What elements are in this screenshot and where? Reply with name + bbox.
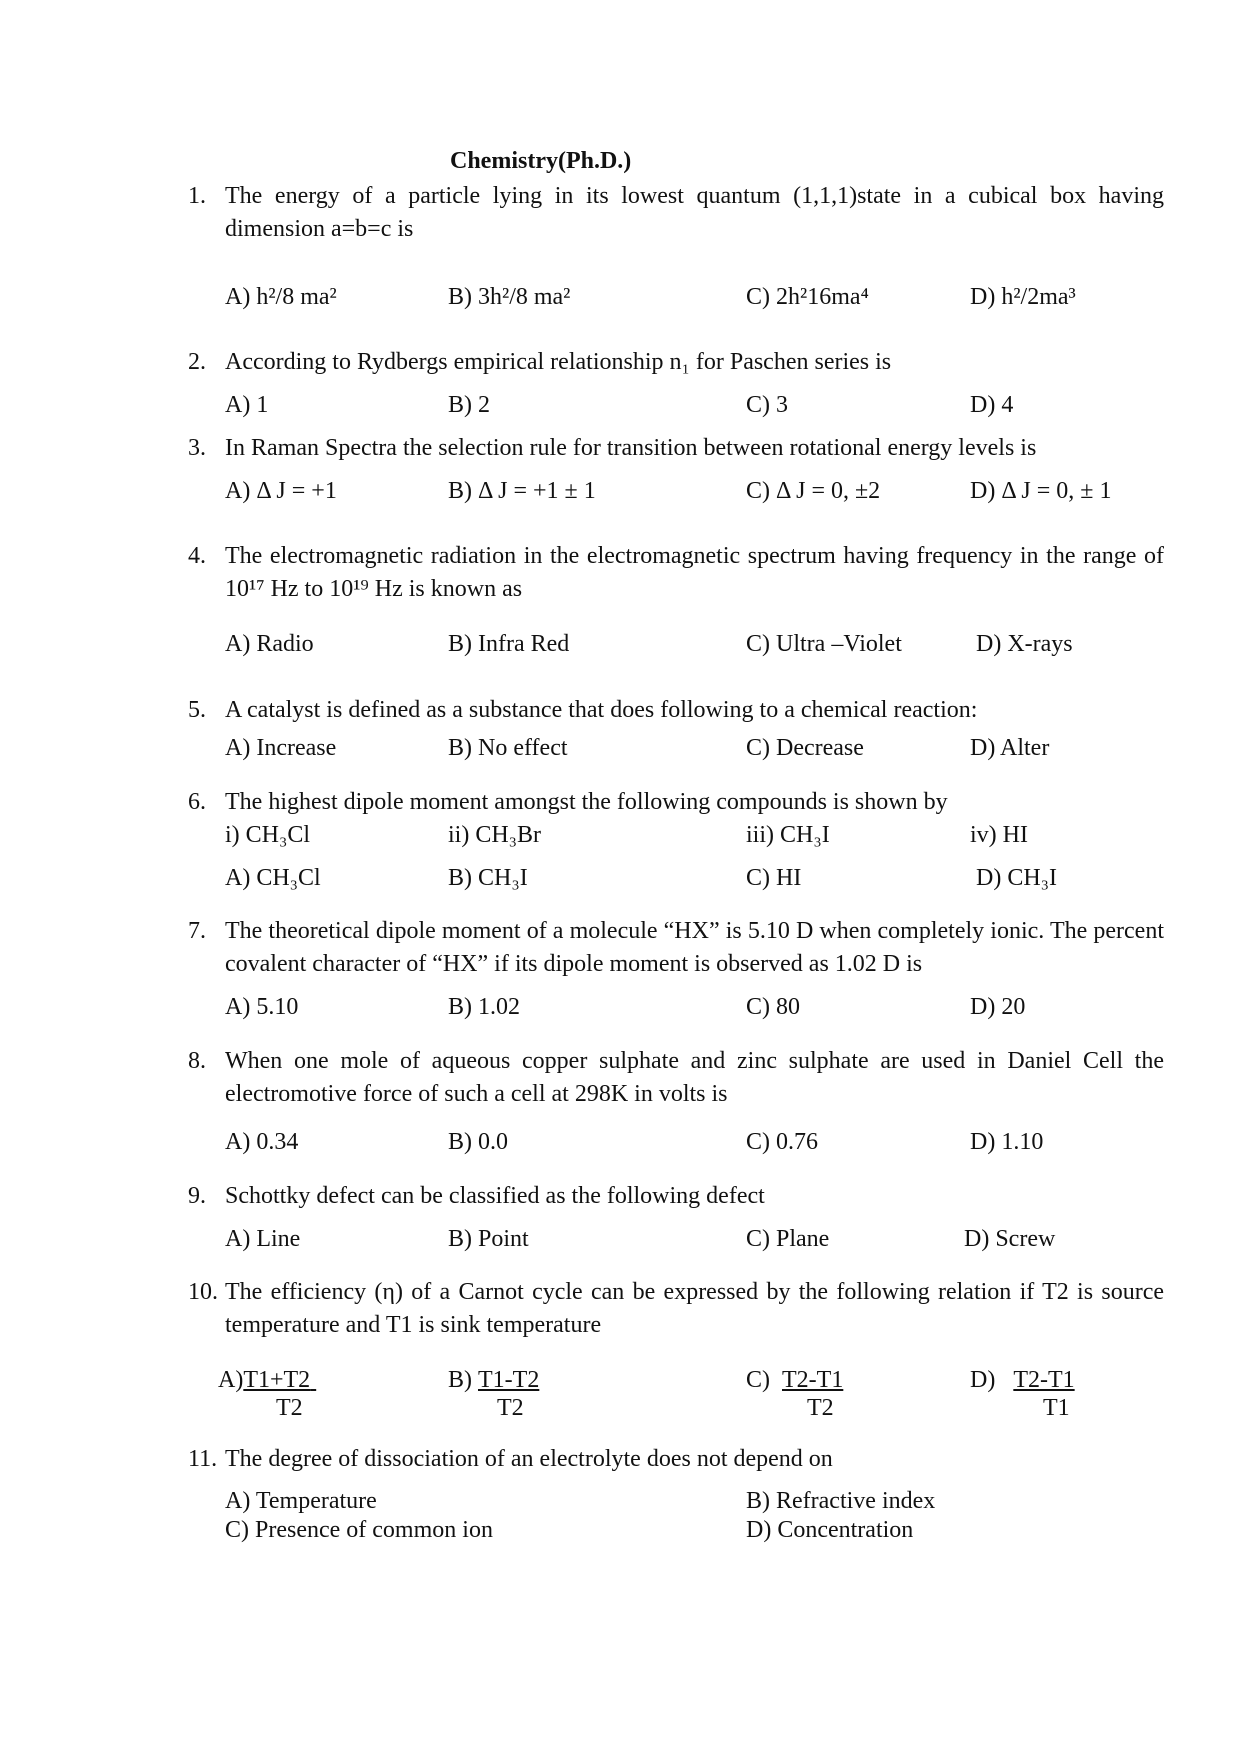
option-label: B) xyxy=(448,1367,472,1393)
question-text: Schottky defect can be classified as the following defect xyxy=(225,1183,765,1209)
question-10 xyxy=(188,1276,1164,1342)
question-number: 3. xyxy=(188,435,206,461)
option-c: C) Decrease xyxy=(746,735,864,761)
option-d: D) Alter xyxy=(970,735,1050,761)
option-a: A) Increase xyxy=(225,735,337,761)
question-2 xyxy=(188,346,1164,379)
option-d: D) 20 xyxy=(970,994,1026,1020)
question-1 xyxy=(188,180,1164,246)
question-number: 8. xyxy=(188,1048,206,1074)
option-d: D) CH₃I xyxy=(976,865,1058,891)
option-a: A) 1 xyxy=(225,392,269,418)
option-d: D) 1.10 xyxy=(970,1129,1044,1155)
question-number: 10. xyxy=(188,1279,218,1305)
option-d: D) Screw xyxy=(964,1226,1056,1252)
option-c xyxy=(746,1365,843,1395)
option-d: D) Δ J = 0, ± 1 xyxy=(970,478,1112,504)
option-a: A) 0.34 xyxy=(225,1129,299,1155)
question-number: 1. xyxy=(188,183,206,209)
question-8 xyxy=(188,1045,1164,1111)
fraction-numerator: T1+T2 xyxy=(243,1367,311,1393)
option-label: D) xyxy=(970,1367,996,1393)
question-text: The degree of dissociation of an electrolyte does not depend on xyxy=(225,1446,833,1472)
question-7 xyxy=(188,915,1164,981)
question-number: 4. xyxy=(188,543,206,569)
option-c-denominator: T2 xyxy=(807,1395,834,1421)
question-text: According to Rydbergs empirical relationship n₁ for Paschen series is xyxy=(225,349,892,375)
option-label: C) xyxy=(746,1367,770,1393)
option-a: A) Temperature xyxy=(225,1488,377,1514)
question-text: A catalyst is defined as a substance that does following to a chemical reaction: xyxy=(225,697,978,723)
option-label: A) xyxy=(218,1367,244,1393)
question-text: The highest dipole moment amongst the following compounds is shown by xyxy=(225,789,948,815)
question-3 xyxy=(188,432,1164,465)
option-d: D) h²/2ma³ xyxy=(970,284,1076,310)
option-c: C) Presence of common ion xyxy=(225,1517,493,1543)
option-a-denominator: T2 xyxy=(276,1395,303,1421)
option-b: B) Infra Red xyxy=(448,631,570,657)
question-text: The energy of a particle lying in its lowest quantum (1,1,1)state in a cubical box having dimension a=b=c is xyxy=(225,183,1164,242)
option-d xyxy=(970,1365,1075,1395)
question-11 xyxy=(188,1443,1164,1476)
compound-4: iv) HI xyxy=(970,822,1028,848)
option-b-denominator: T2 xyxy=(497,1395,524,1421)
question-9 xyxy=(188,1180,1164,1213)
option-a: A) h²/8 ma² xyxy=(225,284,337,310)
fraction-numerator: T2-T1 xyxy=(1013,1367,1075,1393)
compound-1: i) CH₃Cl xyxy=(225,822,311,848)
compound-3: iii) CH₃I xyxy=(746,822,830,848)
option-a: A) Radio xyxy=(225,631,314,657)
compound-2: ii) CH₃Br xyxy=(448,822,542,848)
option-b: B) Refractive index xyxy=(746,1488,936,1514)
option-c: C) Δ J = 0, ±2 xyxy=(746,478,881,504)
option-c: C) 2h²16ma⁴ xyxy=(746,284,869,310)
question-number: 7. xyxy=(188,918,206,944)
option-d: D) 4 xyxy=(970,392,1014,418)
option-b: B) Point xyxy=(448,1226,529,1252)
question-text: The theoretical dipole moment of a molecule “HX” is 5.10 D when completely ionic. The percent covalent character of “HX” if its dipole moment is observed as 1.02 D is xyxy=(225,918,1164,977)
question-number: 11. xyxy=(188,1446,218,1472)
option-b: B) 3h²/8 ma² xyxy=(448,284,571,310)
question-number: 9. xyxy=(188,1183,206,1209)
option-b xyxy=(448,1365,539,1395)
question-text: In Raman Spectra the selection rule for transition between rotational energy levels is xyxy=(225,435,1037,461)
option-d: D) X-rays xyxy=(976,631,1073,657)
question-text: The electromagnetic radiation in the electromagnetic spectrum having frequency in the range of 10¹⁷ Hz to 10¹⁹ Hz is known as xyxy=(225,543,1164,602)
option-c: C) Plane xyxy=(746,1226,830,1252)
question-5 xyxy=(188,694,1164,727)
question-text: The efficiency (η) of a Carnot cycle can be expressed by the following relation if T2 is source temperature and T1 is sink temperature xyxy=(225,1279,1164,1338)
option-a: A) Δ J = +1 xyxy=(225,478,337,504)
option-a: A) CH₃Cl xyxy=(225,865,321,891)
question-text: When one mole of aqueous copper sulphate and zinc sulphate are used in Daniel Cell the electromotive force of such a cell at 298K in volts is xyxy=(225,1048,1164,1107)
question-number: 6. xyxy=(188,789,206,815)
fraction-numerator: T2-T1 xyxy=(782,1367,844,1393)
fraction-numerator: T1-T2 xyxy=(478,1367,540,1393)
option-c: C) Ultra –Violet xyxy=(746,631,902,657)
page-title: Chemistry(Ph.D.) xyxy=(450,148,632,174)
question-number: 2. xyxy=(188,349,206,375)
option-c: C) 80 xyxy=(746,994,800,1020)
option-a: A) 5.10 xyxy=(225,994,299,1020)
option-c: C) 0.76 xyxy=(746,1129,818,1155)
question-4 xyxy=(188,540,1164,606)
option-b: B) 1.02 xyxy=(448,994,520,1020)
option-b: B) 0.0 xyxy=(448,1129,508,1155)
option-c: C) 3 xyxy=(746,392,788,418)
option-b: B) No effect xyxy=(448,735,568,761)
option-b: B) CH₃I xyxy=(448,865,528,891)
option-d: D) Concentration xyxy=(746,1517,914,1543)
option-c: C) HI xyxy=(746,865,802,891)
option-b: B) 2 xyxy=(448,392,490,418)
question-number: 5. xyxy=(188,697,206,723)
option-a: A) Line xyxy=(225,1226,301,1252)
option-b: B) Δ J = +1 ± 1 xyxy=(448,478,596,504)
option-d-denominator: T1 xyxy=(1043,1395,1070,1421)
option-a xyxy=(218,1365,316,1395)
question-6 xyxy=(188,786,1164,819)
